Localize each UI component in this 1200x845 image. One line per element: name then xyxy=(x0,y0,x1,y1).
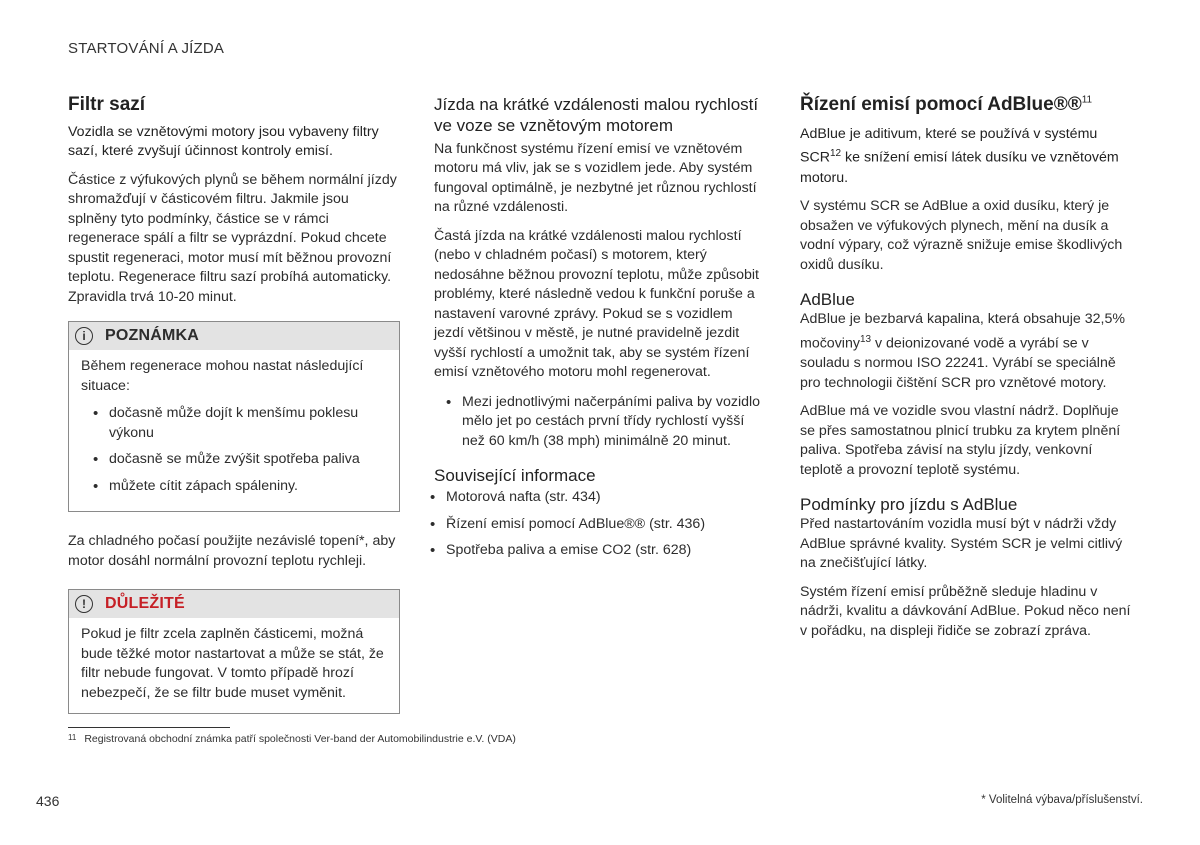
note-intro: Během regenerace mohou nastat následující situace: xyxy=(81,358,364,394)
cold-weather-paragraph: Za chladného počasí použijte nezávislé topení*, aby motor dosáhl normální provozní teplotu rychleji. xyxy=(68,533,396,569)
note-box-header xyxy=(69,322,399,350)
important-box xyxy=(68,589,400,714)
tip-list xyxy=(434,393,766,452)
important-text: Pokud je filtr zcela zaplněn částicemi, možná bude těžké motor nastartovat a může se stát, že filtr nebude fungovat. V tomto případě hrozí nebezpečí, že se filtr bude muset vyměnit. xyxy=(81,626,384,701)
paragraph-1: Na funkčnost systému řízení emisí ve vznětovém motoru má vliv, jak se s vozidlem jede. Aby systém fungoval optimálně, je nezbytné jet různou rychlostí na různé vzdálenosti. xyxy=(434,140,757,215)
conditions-paragraph: Před nastartováním vozidla musí být v nádrži vždy AdBlue správné kvality. Systém SCR je velmi citlivý na znečišťující látky. xyxy=(800,516,1123,572)
adblue-description: AdBlue je bezbarvá kapalina, která obsahuje 32,5% močoviny$^{13}$ v deionizované vodě a vyrábí se v souladu s normou ISO 22241. Vyrábí se speciálně pro technologii čištění SCR pro vznětové motory. xyxy=(800,311,1125,391)
heading-related-info: Související informace xyxy=(434,466,596,485)
important-title: DŮLEŽITÉ xyxy=(105,595,185,613)
note-list xyxy=(81,404,387,496)
list-item: • Mezi jednotlivými načerpáními paliva by vozidlo mělo jet po cestách první třídy rychlostí vyšší než 60 km/h (38 mph) minimálně 20 minut. xyxy=(434,393,766,452)
paragraph-2: Častá jízda na krátké vzdálenosti malou rychlostí (nebo v chladném počasí) s motorem, který nedosáhne běžnou provozní teplotu, může způsobit problémy, které následně vedou k funkční poruše a nastavení varovné zprávy. Pokud se s vozidlem jezdí většinou v městě, je nutné pravidelně jezdit vyšší rychlostí a umožnit tak, aby se systém řízení emisí vznětového motoru mohl regenerovat. xyxy=(434,227,759,380)
footnote: $^{11}$ Registrovaná obchodní známka patří společnosti Ver-band der Automobilindustrie e.V. (VDA) xyxy=(68,733,516,745)
optional-equipment-note: * Volitelná výbava/příslušenství. xyxy=(981,794,1143,806)
related-link-fuel-consumption[interactable]: • Spotřeba paliva a emise CO2 (str. 628) xyxy=(418,541,766,561)
list-item: • můžete cítit zápach spáleniny. xyxy=(81,477,387,497)
related-link-diesel[interactable]: • Motorová nafta (str. 434) xyxy=(418,488,766,508)
column-soot-filter xyxy=(68,94,400,734)
lead-paragraph: Vozidla se vznětovými motory jsou vybaveny filtry sazí, které zvyšují účinnost kontroly emisí. xyxy=(68,123,379,160)
adblue-tank-paragraph: AdBlue má ve vozidle svou vlastní nádrž. Doplňuje se přes samostatnou plnicí trubku za krytem plnění paliva. Spotřeba závisí na stylu jízdy, venkovní teplotě a provozní teplotě systému. xyxy=(800,403,1121,478)
heading-soot-filter: Filtr sazí xyxy=(68,94,146,115)
important-box-header xyxy=(69,590,399,618)
heading-adblue-emissions: Řízení emisí pomocí AdBlue®®$^{11}$ xyxy=(800,94,1093,115)
note-box xyxy=(68,321,400,512)
list-item: • dočasně se může zvýšit spotřeba paliva xyxy=(81,450,387,470)
list-item: • dočasně může dojít k menšímu poklesu výkonu xyxy=(81,404,387,443)
warning-icon: ! xyxy=(75,595,93,613)
heading-adblue: AdBlue xyxy=(800,290,855,310)
footnote-divider xyxy=(68,727,230,728)
monitoring-paragraph: Systém řízení emisí průběžně sleduje hladinu v nádrži, kvalitu a dávkování AdBlue. Pokud něco není v pořádku, na displeji řidiče se zobrazí zpráva. xyxy=(800,583,1131,639)
note-title: POZNÁMKA xyxy=(105,327,200,345)
important-box-body xyxy=(69,618,399,713)
note-box-body xyxy=(69,350,399,511)
related-link-adblue[interactable]: • Řízení emisí pomocí AdBlue®® (str. 436) xyxy=(418,515,766,535)
column-short-trips xyxy=(434,94,766,568)
heading-short-trips: Jízda na krátké vzdálenosti malou rychlostí ve voze se vznětovým motorem xyxy=(434,95,759,136)
page-number: 436 xyxy=(36,793,60,809)
section-header: STARTOVÁNÍ A JÍZDA xyxy=(68,40,225,57)
related-list xyxy=(418,488,766,561)
column-adblue xyxy=(800,94,1132,650)
adblue-intro: AdBlue je aditivum, které se používá v systému SCR$^{12}$ ke snížení emisí látek dusíku ve vznětovém motoru. xyxy=(800,125,1119,186)
heading-driving-conditions: Podmínky pro jízdu s AdBlue xyxy=(800,495,1018,515)
body-paragraph: Částice z výfukových plynů se během normální jízdy shromažďují v částicovém filtru. Jakmile jsou splněny tyto podmínky, částice se v rámci regenerace spálí a filtr se vyprázdní. Pokud chcete spustit regeneraci, motor musí mít běžnou provozní teplotu. Regenerace filtru sazí probíhá automaticky. Zpravidla trvá 10-20 minut. xyxy=(68,171,397,305)
scr-paragraph: V systému SCR se AdBlue a oxid dusíku, který je obsažen ve výfukových plynech, mění na dusík a vodní výpary, což výrazně snižuje emise škodlivých oxidů dusíku. xyxy=(800,198,1123,273)
info-icon: i xyxy=(75,327,93,345)
